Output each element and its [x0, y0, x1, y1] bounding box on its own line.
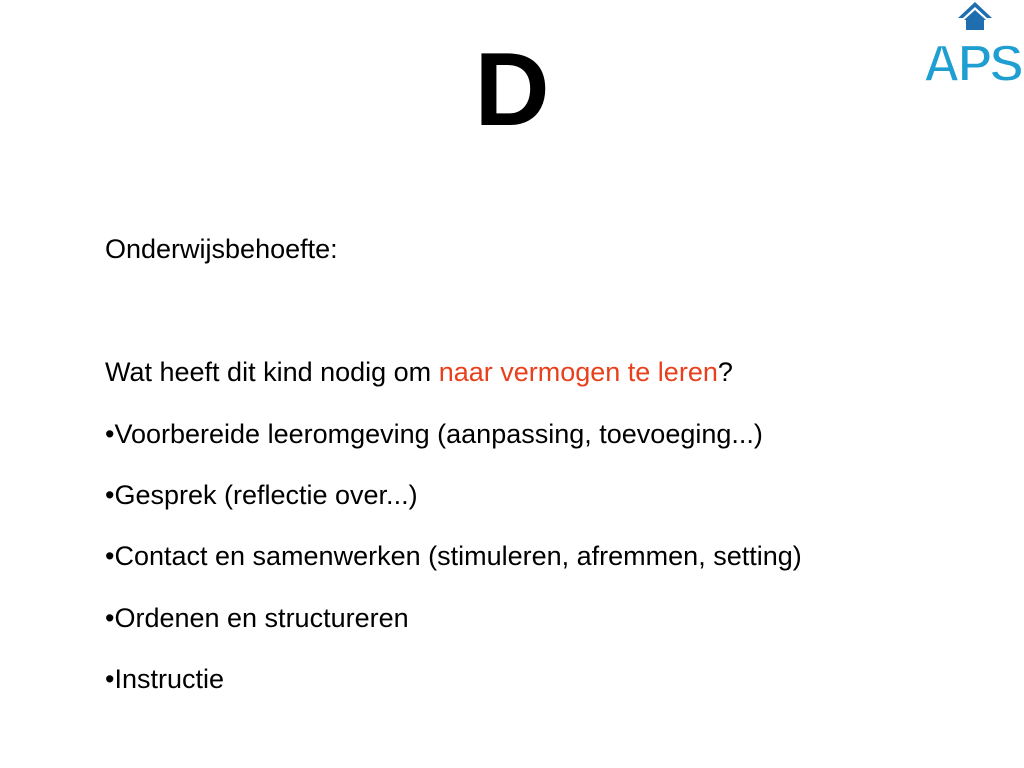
bullet-item: •Contact en samenwerken (stimuleren, afremmen, setting)	[105, 541, 802, 571]
section-heading: Onderwijsbehoefte:	[105, 234, 338, 264]
bullet-item: •Ordenen en structureren	[105, 603, 409, 633]
question-highlight: naar vermogen te leren	[438, 357, 718, 387]
question-text: Wat heeft dit kind nodig om	[105, 357, 439, 387]
slide-title: D	[474, 32, 550, 148]
bullet-item: •Voorbereide leeromgeving (aanpassing, toevoeging...)	[105, 419, 763, 449]
house-roof-logo-icon	[920, 0, 1024, 86]
question-mark: ?	[717, 357, 733, 387]
aps-logo	[920, 0, 1024, 86]
bullet-item: •Instructie	[105, 664, 224, 694]
bullet-item: •Gesprek (reflectie over...)	[105, 480, 418, 510]
logo-text: APS	[923, 35, 1021, 86]
question-line	[105, 356, 733, 388]
